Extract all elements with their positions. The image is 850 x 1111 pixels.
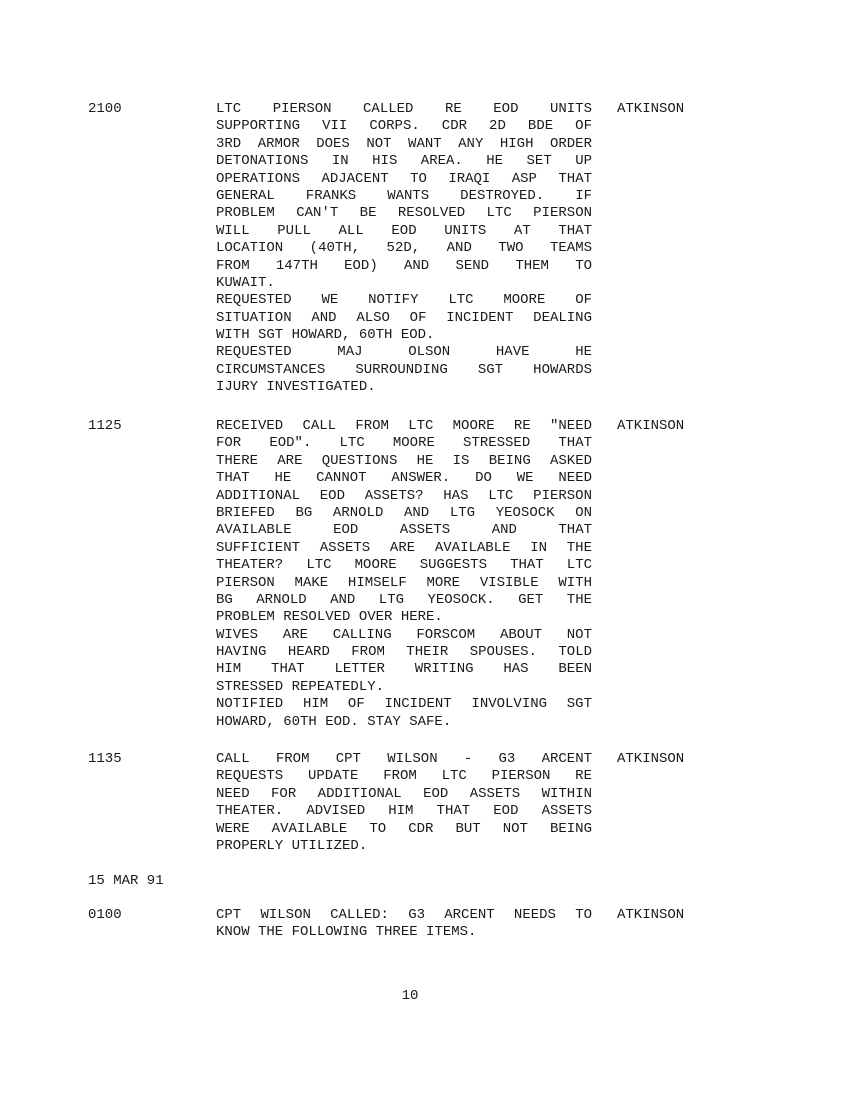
text-line: CIRCUMSTANCES SURROUNDING SGT HOWARDS xyxy=(216,361,592,378)
text-line: CALL FROM CPT WILSON - G3 ARCENT xyxy=(216,751,592,767)
text-line: FOR EOD". LTC MOORE STRESSED THAT xyxy=(216,435,592,452)
text-line: RECEIVED CALL FROM LTC MOORE RE "NEED xyxy=(216,418,592,434)
text-line: SITUATION AND ALSO OF INCIDENT DEALING xyxy=(216,309,592,326)
text-line: KUWAIT. xyxy=(216,274,275,291)
text-line: CPT WILSON CALLED: G3 ARCENT NEEDS TO xyxy=(216,907,592,923)
text-line: KNOW THE FOLLOWING THREE ITEMS. xyxy=(216,924,477,941)
text-line: AVAILABLE EOD ASSETS AND THAT xyxy=(216,522,592,539)
text-line: PROBLEM RESOLVED OVER HERE. xyxy=(216,609,443,626)
text-line: THEATER? LTC MOORE SUGGESTS THAT LTC xyxy=(216,557,592,574)
entry-text xyxy=(216,907,592,942)
entry-author: ATKINSON xyxy=(617,751,685,767)
text-line: HOWARD, 60TH EOD. STAY SAFE. xyxy=(216,713,452,730)
entry-time: 1125 xyxy=(88,418,122,434)
text-line: SUPPORTING VII CORPS. CDR 2D BDE OF xyxy=(216,118,592,135)
page-number: 10 xyxy=(401,988,419,1004)
text-line: REQUESTED MAJ OLSON HAVE HE xyxy=(216,344,592,361)
text-line: REQUESTS UPDATE FROM LTC PIERSON RE xyxy=(216,768,592,785)
entry-text xyxy=(216,101,592,397)
text-line: WITH SGT HOWARD, 60TH EOD. xyxy=(216,327,435,344)
text-line: FROM 147TH EOD) AND SEND THEM TO xyxy=(216,257,592,274)
text-line: BG ARNOLD AND LTG YEOSOCK. GET THE xyxy=(216,591,592,608)
text-line: IJURY INVESTIGATED. xyxy=(216,379,376,396)
entry-time: 2100 xyxy=(88,101,122,117)
text-line: THEATER. ADVISED HIM THAT EOD ASSETS xyxy=(216,803,592,820)
entry-time: 1135 xyxy=(88,751,122,767)
text-line: NOTIFIED HIM OF INCIDENT INVOLVING SGT xyxy=(216,696,592,713)
text-line: BRIEFED BG ARNOLD AND LTG YEOSOCK ON xyxy=(216,504,592,521)
entry-author: ATKINSON xyxy=(617,101,685,117)
text-line: LTC PIERSON CALLED RE EOD UNITS xyxy=(216,101,592,117)
text-line: PROBLEM CAN'T BE RESOLVED LTC PIERSON xyxy=(216,205,592,222)
text-line: THERE ARE QUESTIONS HE IS BEING ASKED xyxy=(216,452,592,469)
text-line: HIM THAT LETTER WRITING HAS BEEN xyxy=(216,661,592,678)
entry-text xyxy=(216,751,592,855)
text-line: WERE AVAILABLE TO CDR BUT NOT BEING xyxy=(216,820,592,837)
entry-author: ATKINSON xyxy=(617,907,685,923)
text-line: DETONATIONS IN HIS AREA. HE SET UP xyxy=(216,153,592,170)
text-line: WILL PULL ALL EOD UNITS AT THAT xyxy=(216,222,592,239)
date-heading: 15 MAR 91 xyxy=(88,873,164,889)
text-line: NEED FOR ADDITIONAL EOD ASSETS WITHIN xyxy=(216,785,592,802)
text-line: PROPERLY UTILIZED. xyxy=(216,837,368,854)
text-line: 3RD ARMOR DOES NOT WANT ANY HIGH ORDER xyxy=(216,135,592,152)
entry-time: 0100 xyxy=(88,907,122,923)
text-line: WIVES ARE CALLING FORSCOM ABOUT NOT xyxy=(216,626,592,643)
text-line: HAVING HEARD FROM THEIR SPOUSES. TOLD xyxy=(216,644,592,661)
text-line: THAT HE CANNOT ANSWER. DO WE NEED xyxy=(216,470,592,487)
text-line: GENERAL FRANKS WANTS DESTROYED. IF xyxy=(216,187,592,204)
entry-text xyxy=(216,418,592,731)
text-line: REQUESTED WE NOTIFY LTC MOORE OF xyxy=(216,292,592,309)
entry-author: ATKINSON xyxy=(617,418,685,434)
text-line: SUFFICIENT ASSETS ARE AVAILABLE IN THE xyxy=(216,539,592,556)
text-line: ADDITIONAL EOD ASSETS? HAS LTC PIERSON xyxy=(216,487,592,504)
text-line: STRESSED REPEATEDLY. xyxy=(216,678,385,695)
text-line: PIERSON MAKE HIMSELF MORE VISIBLE WITH xyxy=(216,574,592,591)
text-line: LOCATION (40TH, 52D, AND TWO TEAMS xyxy=(216,240,592,257)
text-line: OPERATIONS ADJACENT TO IRAQI ASP THAT xyxy=(216,170,592,187)
